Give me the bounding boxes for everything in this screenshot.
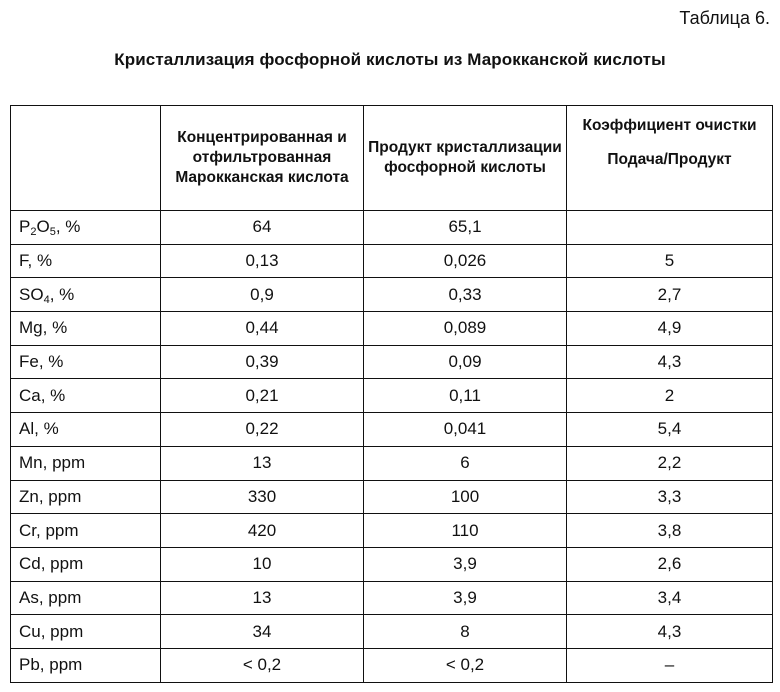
row-coefficient-value: 3,4	[567, 581, 773, 615]
table-row	[11, 615, 773, 649]
row-feed-value: 0,22	[161, 413, 364, 447]
table-number-label: Таблица 6.	[679, 8, 770, 28]
row-parameter	[11, 581, 161, 615]
header-purification-coefficient	[567, 106, 773, 211]
parameter-unit: , ppm	[38, 486, 82, 506]
row-coefficient-value: 2	[567, 379, 773, 413]
parameter-unit: , %	[34, 419, 59, 439]
row-parameter	[11, 211, 161, 245]
parameter-subscript: 5	[49, 226, 56, 239]
parameter-name: Al	[19, 419, 35, 439]
parameter-name: Pb	[19, 655, 40, 675]
row-coefficient-value: 3,8	[567, 514, 773, 548]
table-row	[11, 278, 773, 312]
table-row	[11, 345, 773, 379]
row-product-value: 0,11	[364, 379, 567, 413]
parameter-unit: , ppm	[38, 587, 82, 607]
header-coefficient-sublabel: Подача/Продукт	[607, 151, 732, 168]
parameter-unit: , ppm	[42, 453, 86, 473]
row-product-value: 0,33	[364, 278, 567, 312]
table-row	[11, 379, 773, 413]
row-product-value: 65,1	[364, 211, 567, 245]
parameter-unit: , ppm	[39, 655, 83, 675]
table-row	[11, 480, 773, 514]
row-feed-value: 0,9	[161, 278, 364, 312]
row-coefficient-value: 5,4	[567, 413, 773, 447]
row-product-value: 3,9	[364, 581, 567, 615]
table-row	[11, 648, 773, 682]
table-header-row	[11, 106, 773, 211]
parameter-unit: , %	[38, 352, 64, 372]
parameter-name: Ca	[19, 385, 41, 405]
parameter-unit: , %	[40, 385, 66, 405]
row-coefficient-value: 3,3	[567, 480, 773, 514]
parameter-name: Cr	[19, 520, 36, 540]
parameter-unit: , ppm	[40, 554, 84, 574]
row-parameter	[11, 379, 161, 413]
row-product-value: 0,026	[364, 244, 567, 278]
row-product-value: 110	[364, 514, 567, 548]
table-row	[11, 514, 773, 548]
header-feed-acid: Концентрированная и отфильтрованная Марокканская кислота	[161, 106, 364, 211]
parameter-name: Mg	[19, 318, 43, 338]
row-coefficient-value: 2,7	[567, 278, 773, 312]
row-parameter	[11, 514, 161, 548]
table-row	[11, 446, 773, 480]
header-coefficient-label: Коэффициент очистки	[582, 117, 757, 134]
row-feed-value: 13	[161, 581, 364, 615]
parameter-unit: , %	[27, 251, 53, 271]
parameter-unit: , ppm	[36, 520, 79, 540]
row-parameter	[11, 615, 161, 649]
table-body	[11, 211, 773, 683]
row-parameter	[11, 547, 161, 581]
parameter-name: SO	[19, 284, 44, 304]
parameter-name: F	[19, 251, 28, 271]
parameter-name: P	[19, 217, 31, 237]
parameter-name: As	[19, 587, 39, 607]
row-product-value: 100	[364, 480, 567, 514]
row-coefficient-value: –	[567, 648, 773, 682]
row-feed-value: 0,39	[161, 345, 364, 379]
parameter-unit: , %	[42, 318, 68, 338]
row-parameter	[11, 244, 161, 278]
row-feed-value: 0,13	[161, 244, 364, 278]
parameter-name: Cu	[19, 621, 41, 641]
row-coefficient-value: 4,3	[567, 345, 773, 379]
parameter-subscript: 2	[30, 226, 37, 239]
row-coefficient-value: 2,2	[567, 446, 773, 480]
row-parameter	[11, 480, 161, 514]
row-product-value: 6	[364, 446, 567, 480]
parameter-name: Fe	[19, 352, 39, 372]
row-feed-value: 64	[161, 211, 364, 245]
row-parameter	[11, 413, 161, 447]
row-coefficient-value: 5	[567, 244, 773, 278]
crystallization-table	[10, 105, 773, 683]
row-product-value: 0,09	[364, 345, 567, 379]
row-product-value: 8	[364, 615, 567, 649]
row-coefficient-value: 4,9	[567, 312, 773, 346]
row-feed-value: 420	[161, 514, 364, 548]
row-parameter	[11, 446, 161, 480]
table-row	[11, 244, 773, 278]
row-parameter	[11, 278, 161, 312]
parameter-subscript: 4	[43, 293, 50, 306]
parameter-unit: , ppm	[40, 621, 84, 641]
row-feed-value: 10	[161, 547, 364, 581]
table-row	[11, 547, 773, 581]
row-parameter	[11, 312, 161, 346]
row-product-value: 0,041	[364, 413, 567, 447]
row-feed-value: 330	[161, 480, 364, 514]
parameter-name: Cd	[19, 554, 41, 574]
row-feed-value: 13	[161, 446, 364, 480]
header-parameter	[11, 106, 161, 211]
table-row	[11, 581, 773, 615]
row-coefficient-value: 4,3	[567, 615, 773, 649]
parameter-name: Zn	[19, 486, 39, 506]
table-row	[11, 413, 773, 447]
document-title: Кристаллизация фосфорной кислоты из Марокканской кислоты	[114, 50, 666, 69]
parameter-unit: , %	[49, 284, 75, 304]
row-coefficient-value	[567, 211, 773, 245]
row-parameter	[11, 648, 161, 682]
row-product-value: 3,9	[364, 547, 567, 581]
parameter-name-part: O	[36, 217, 50, 237]
row-feed-value: 0,44	[161, 312, 364, 346]
row-product-value: < 0,2	[364, 648, 567, 682]
row-coefficient-value: 2,6	[567, 547, 773, 581]
row-feed-value: 34	[161, 615, 364, 649]
header-product: Продукт кристаллизации фосфорной кислоты	[364, 106, 567, 211]
row-product-value: 0,089	[364, 312, 567, 346]
table-row	[11, 211, 773, 245]
row-feed-value: 0,21	[161, 379, 364, 413]
row-parameter	[11, 345, 161, 379]
table-row	[11, 312, 773, 346]
row-feed-value: < 0,2	[161, 648, 364, 682]
parameter-name: Mn	[19, 453, 43, 473]
parameter-unit: , %	[55, 217, 81, 237]
